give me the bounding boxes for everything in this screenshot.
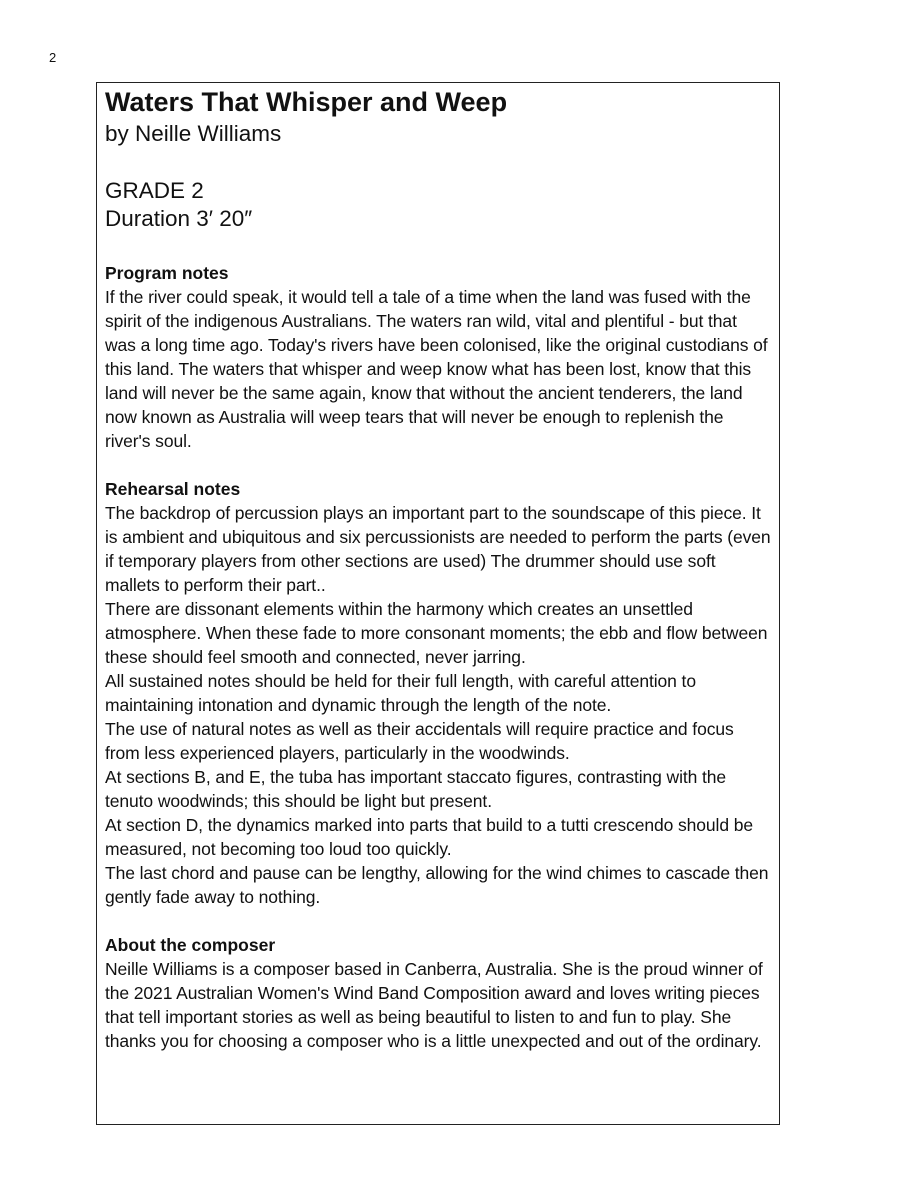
program-notes-heading: Program notes	[105, 263, 229, 283]
about-composer-section	[105, 933, 771, 1053]
program-notes-text: If the river could speak, it would tell a tale of a time when the land was fused with the spirit of the indigenous Australians. The waters ran wild, vital and plentiful - but that was a long time ago. Today's rivers have been colonised, like the original custodians of this land. The waters that whisper and weep know what has been lost, know that this land will never be the same again, know that without the ancient tenderers, the land now known as Australia will weep tears that will never be enough to replenish the river's soul.	[105, 287, 768, 451]
rehearsal-note-paragraph: The backdrop of percussion plays an important part to the soundscape of this piece. It is ambient and ubiquitous and six percussionists are needed to perform the parts (even if temporary players from other sections are used) The drummer should use soft mallets to perform their part..	[105, 503, 771, 595]
rehearsal-note-paragraph: The last chord and pause can be lengthy, allowing for the wind chimes to cascade then gently fade away to nothing.	[105, 863, 769, 907]
page-number: 2	[49, 50, 57, 65]
rehearsal-notes-heading: Rehearsal notes	[105, 479, 241, 499]
rehearsal-note-paragraph: At sections B, and E, the tuba has important staccato figures, contrasting with the tenuto woodwinds; this should be light but present.	[105, 767, 727, 811]
duration-label: Duration 3′ 20″	[105, 206, 253, 231]
about-composer-heading: About the composer	[105, 935, 276, 955]
rehearsal-notes-section	[105, 477, 771, 909]
content-frame	[96, 82, 780, 1125]
program-notes-section	[105, 261, 771, 453]
composer-byline: by Neille Williams	[105, 121, 282, 146]
rehearsal-note-paragraph: All sustained notes should be held for their full length, with careful attention to maintaining intonation and dynamic through the length of the note.	[105, 671, 696, 715]
about-composer-text: Neille Williams is a composer based in Canberra, Australia. She is the proud winner of the 2021 Australian Women's Wind Band Composition award and loves writing pieces that tell important stories as well as being beautiful to listen to and fun to play. She thanks you for choosing a composer who is a little unexpected and out of the ordinary.	[105, 959, 763, 1051]
piece-title: Waters That Whisper and Weep	[105, 87, 508, 117]
rehearsal-note-paragraph: The use of natural notes as well as their accidentals will require practice and focus from less experienced players, particularly in the woodwinds.	[105, 719, 734, 763]
rehearsal-note-paragraph: At section D, the dynamics marked into parts that build to a tutti crescendo should be measured, not becoming too loud too quickly.	[105, 815, 754, 859]
grade-label: GRADE 2	[105, 178, 204, 203]
rehearsal-note-paragraph: There are dissonant elements within the harmony which creates an unsettled atmosphere. When these fade to more consonant moments; the ebb and flow between these should feel smooth and connected, never jarring.	[105, 599, 768, 667]
